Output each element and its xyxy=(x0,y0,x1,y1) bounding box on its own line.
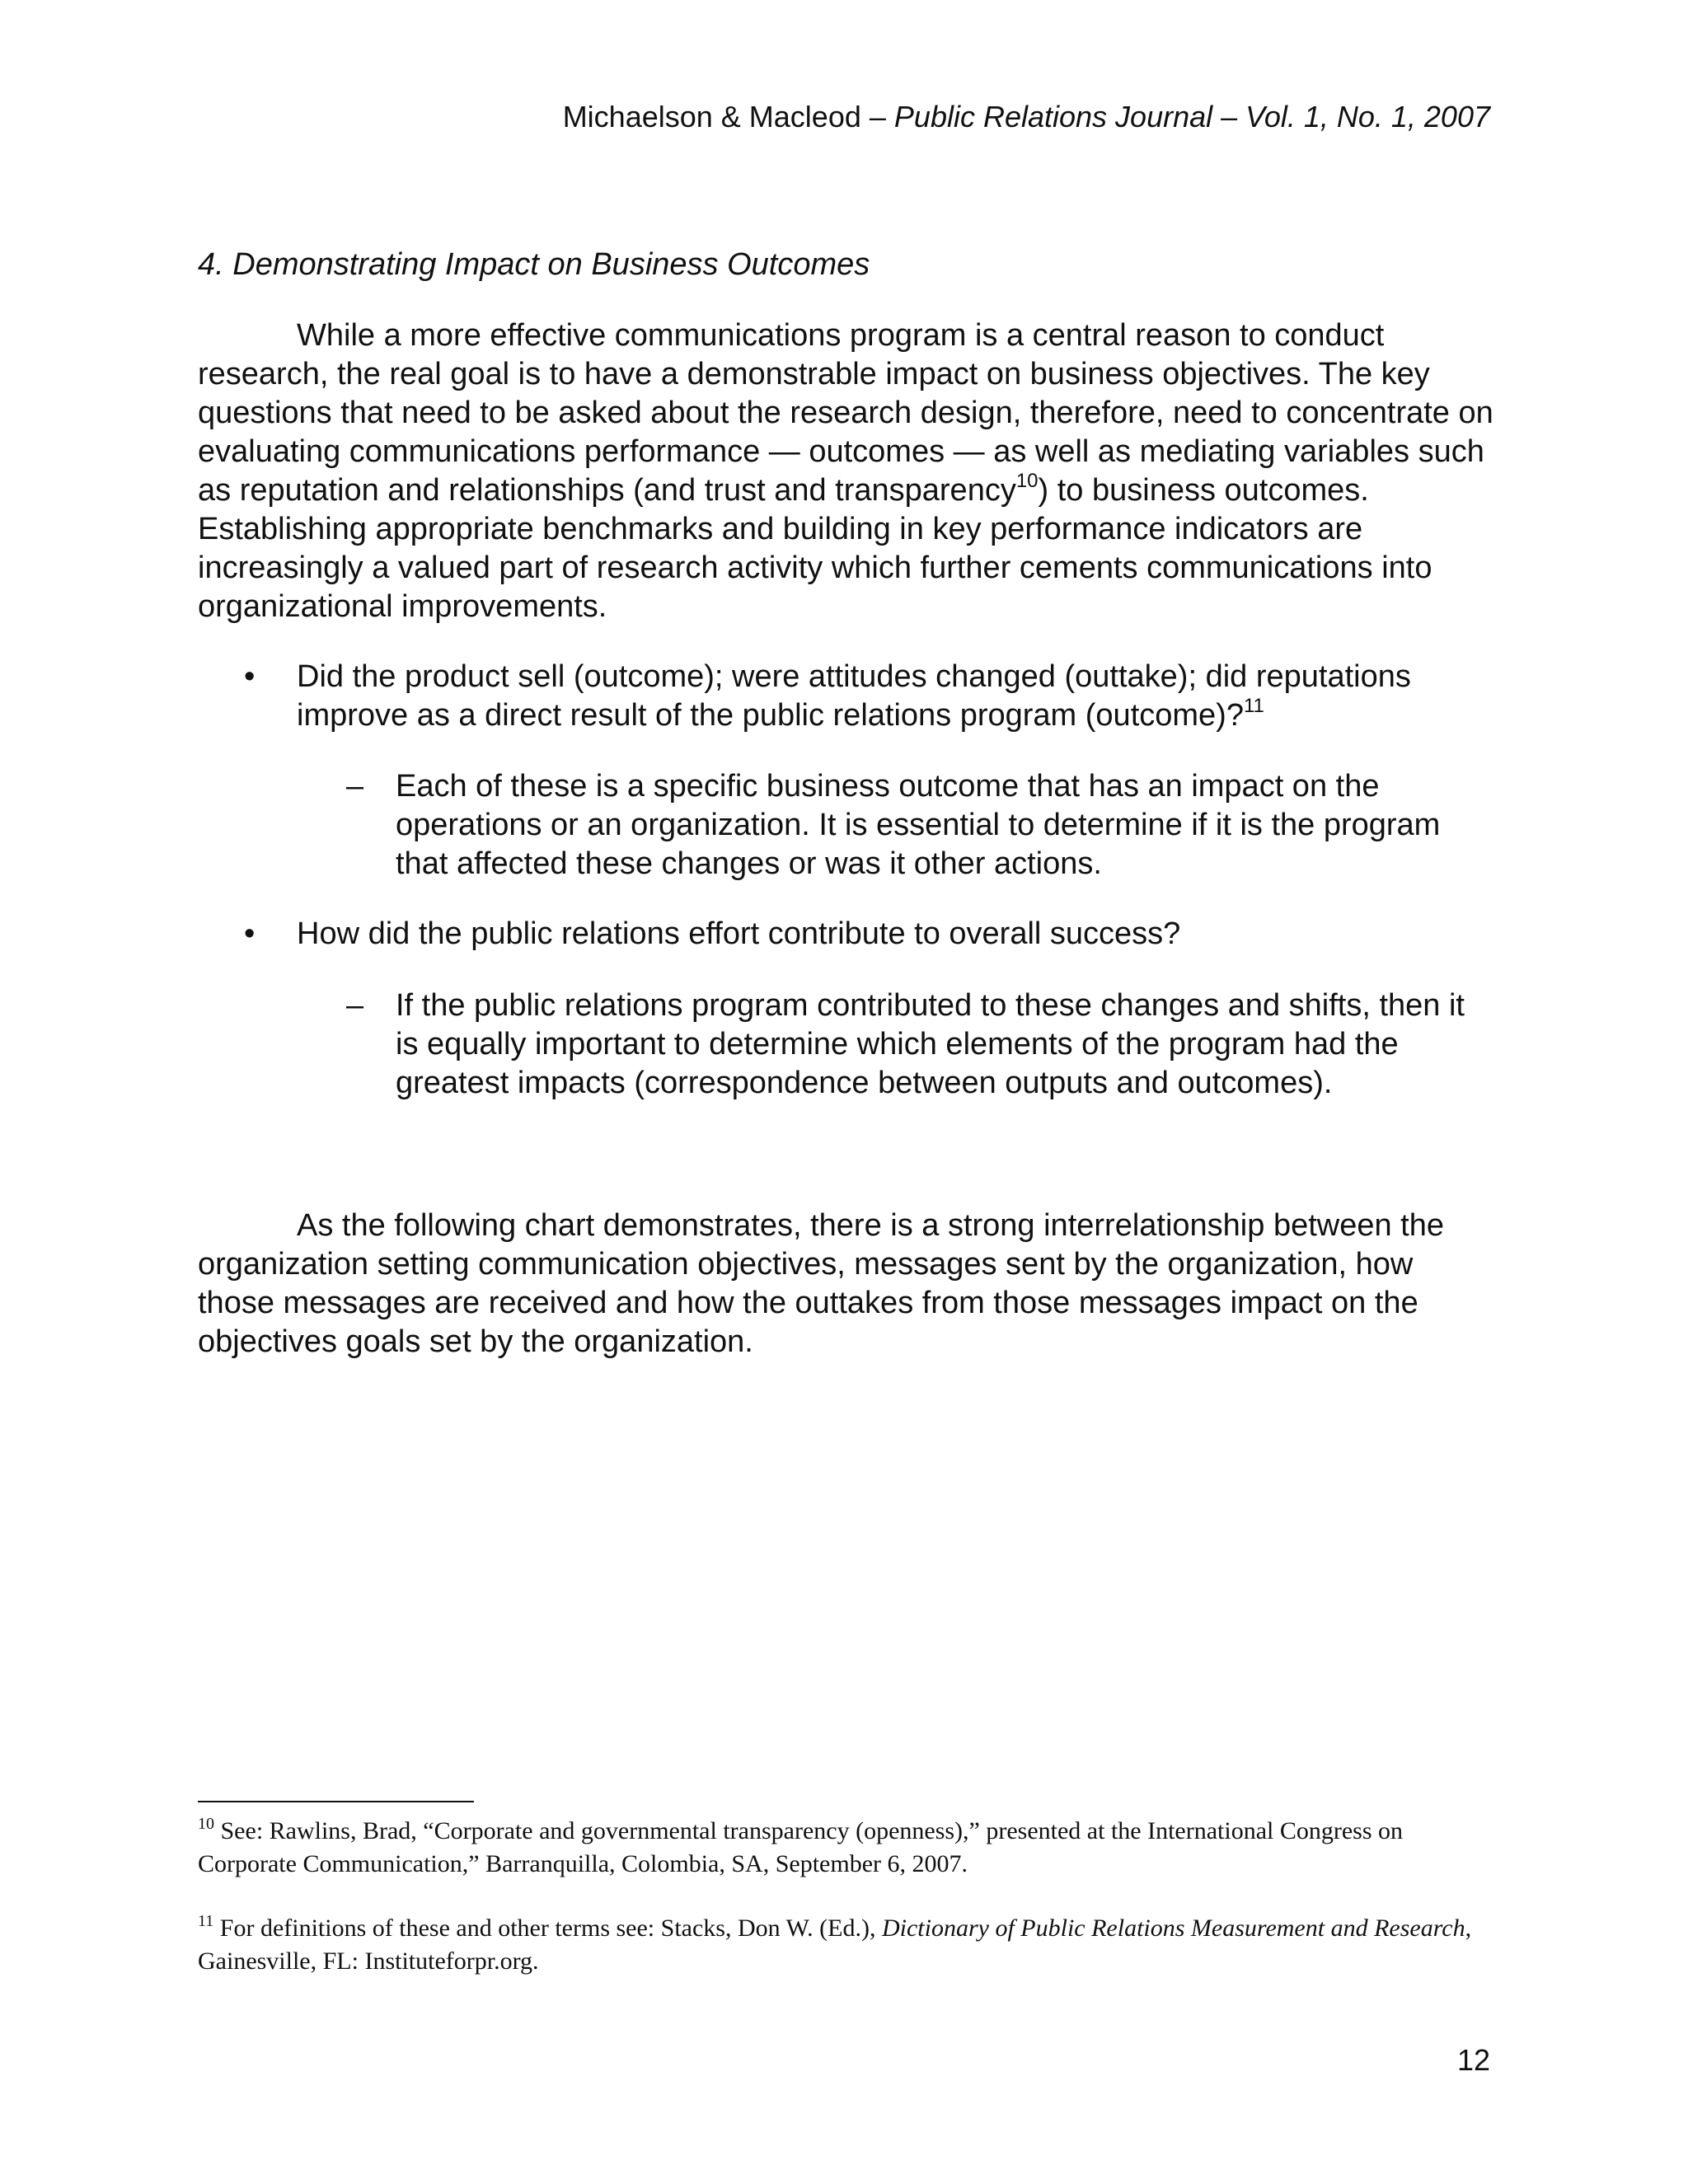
header-authors: Michaelson & Macleod xyxy=(562,100,861,134)
sub-item-1-text: Each of these is a specific business outcome that has an impact on the operations or an organization. It is essential to determine if it is the program that affected these changes or was it other actions. xyxy=(396,769,1441,881)
footnote-10-number: 10 xyxy=(198,1815,214,1833)
running-header xyxy=(563,97,1490,137)
footnote-10 xyxy=(198,1815,1493,1881)
footnote-11-number: 11 xyxy=(198,1912,214,1930)
bullet-item-2 xyxy=(198,915,1493,954)
paragraph-1 xyxy=(198,316,1493,626)
header-separator: – xyxy=(860,100,894,134)
page-number: 12 xyxy=(1456,2043,1490,2077)
dash-marker: – xyxy=(346,769,364,804)
footnote-11-title: Dictionary of Public Relations Measurement and Research xyxy=(881,1915,1465,1942)
bullet-marker: • xyxy=(244,916,256,951)
header-journal: Public Relations Journal – Vol. 1, No. 1, 2007 xyxy=(893,100,1490,134)
sub-item-2-text: If the public relations program contributed to these changes and shifts, then it is equally important to determine which elements of the program had the greatest impacts (correspondence between outputs and outcomes). xyxy=(396,988,1465,1100)
bullet-2-text: How did the public relations effort contribute to overall success? xyxy=(297,916,1181,951)
footnote-10-text: See: Rawlins, Brad, “Corporate and governmental transparency (openness),” presented at the International Congress on Corporate Communication,” Barranquilla, Colombia, SA, September 6, 2007. xyxy=(198,1817,1404,1877)
sub-item-1 xyxy=(198,767,1493,883)
footnote-11 xyxy=(198,1912,1493,1978)
bullet-marker: • xyxy=(244,659,256,694)
bullet-item-1 xyxy=(198,658,1493,735)
section-heading: 4. Demonstrating Impact on Business Outcomes xyxy=(198,247,870,282)
footnote-separator xyxy=(198,1801,474,1802)
footnote-ref-10: 10 xyxy=(1015,470,1039,492)
sub-item-2 xyxy=(198,987,1493,1103)
footnote-ref-11: 11 xyxy=(1243,695,1264,717)
bullet-1-text: Did the product sell (outcome); were attitudes changed (outtake); did reputations improve as a direct result of the public relations program (outcome)? xyxy=(297,659,1411,733)
paragraph-2 xyxy=(198,1207,1493,1361)
paragraph-1-text-a: While a more effective communications program is a central reason to conduct research, the real goal is to have a demonstrable impact on business objectives. The key questions that need to be asked about the research design, therefore, need to concentrate on evaluating communications performance — outcomes — as well as mediating variables such as reputation and relationships (and trust and transparency xyxy=(198,318,1493,508)
footnote-11-text-a: For definitions of these and other terms see: Stacks, Don W. (Ed.), xyxy=(213,1915,882,1942)
paragraph-1-text-b: ) to business outcomes. Establishing appropriate benchmarks and building in key performance indicators are increasingly a valued part of research activity which further cements communications into organizational improvements. xyxy=(198,473,1432,624)
dash-marker: – xyxy=(346,988,364,1023)
paragraph-2-text: As the following chart demonstrates, there is a strong interrelationship between the organization setting communication objectives, messages sent by the organization, how those messages are received and how the outtakes from those messages impact on the objectives goals set by the organization. xyxy=(198,1208,1444,1359)
footnote-11-text-b: , Gainesville, FL: Instituteforpr.org. xyxy=(198,1915,1472,1975)
